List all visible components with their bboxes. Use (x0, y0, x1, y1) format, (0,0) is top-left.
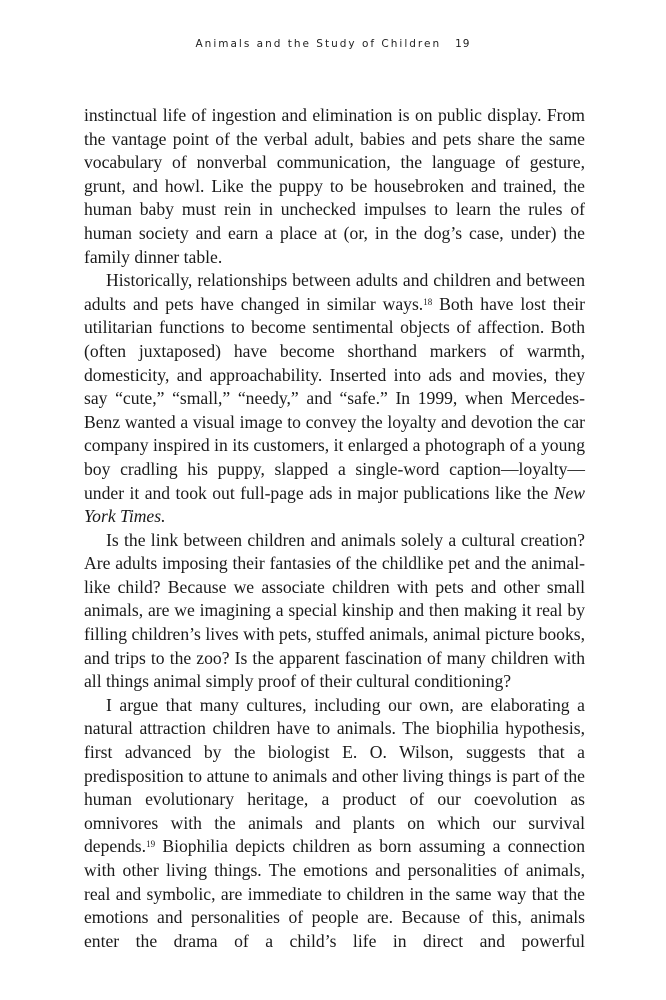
footnote-ref-18: 18 (423, 296, 433, 307)
paragraph-4-text-a: I argue that many cultures, including our own, are elaborating a natural attraction children have to animals. The biophilia hypothesis, first advanced by the biologist E. O. Wilson, suggests that a predisposition to attune to animals and other living things is part of the human evolutionary heritage, a product of our coevolution as omnivores with the animals and plants on which our survival depends. (84, 694, 585, 857)
body-text (84, 104, 585, 953)
publication-title: New York Times. (84, 482, 585, 527)
footnote-ref-19: 19 (146, 839, 156, 850)
paragraph-2-text-a: Historically, relationships between adults and children and between adults and pets have changed in similar ways. (84, 270, 585, 314)
running-title: Animals and the Study of Children (195, 38, 442, 50)
paragraph-1: instinctual life of ingestion and elimination is on public display. From the vantage point of the verbal adult, babies and pets share the same vocabulary of nonverbal communication, the language of gesture, grunt, and howl. Like the puppy to be housebroken and trained, the human baby must rein in unchecked impulses to learn the rules of human society and earn a place at (or, in the dog’s case, under) the family dinner table. (84, 105, 585, 267)
paragraph-3: Is the link between children and animals solely a cultural creation? Are adults imposing their fantasies of the childlike pet and the animal-like child? Because we associate children with pets and other small animals, are we imagining a special kinship and then making it real by filling children’s lives with pets, stuffed animals, animal picture books, and trips to the zoo? Is the apparent fascination of many children with all things animal simply proof of their cultural conditioning? (84, 529, 585, 692)
paragraph-4 (84, 694, 585, 954)
paragraph-2-text-b: Both have lost their utilitarian functions to become sentimental objects of affection. Both (often juxtaposed) have become shorthand markers of warmth, domesticity, and approachability. Inserted into ads and movies, they say “cute,” “small,” “needy,” and “safe.” In 1999, when Mercedes-Benz wanted a visual image to convey the loyalty and devotion the car company inspired in its customers, it enlarged a photograph of a young boy cradling his puppy, slapped a single-word caption—loyalty—under it and took out full-page ads in major publications like the (84, 293, 585, 503)
page-number: 19 (455, 38, 471, 50)
running-head (0, 38, 666, 50)
paragraph-4-text-b: Biophilia depicts children as born assuming a connection with other living things. The emotions and personalities of animals, real and symbolic, are immediate to children in the same way that the emotions and personalities of people are. Because of this, animals enter the drama of a child’s life in direct and powerful (84, 836, 585, 951)
paragraph-2 (84, 269, 585, 529)
